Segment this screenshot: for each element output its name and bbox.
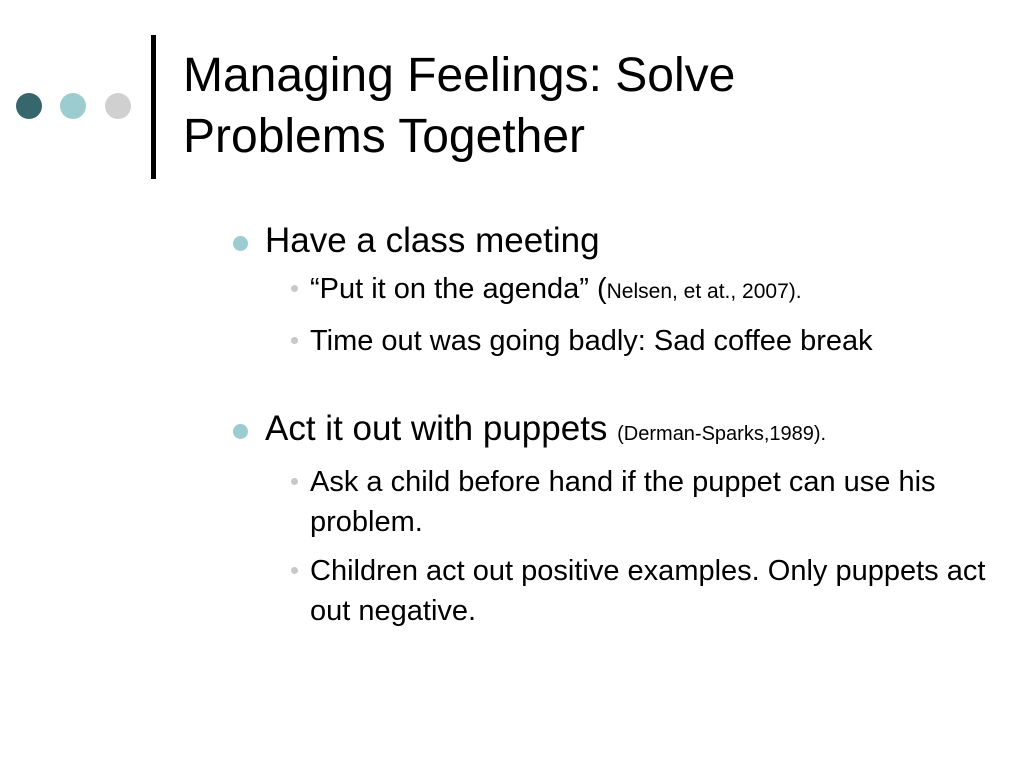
title-line-1: Managing Feelings: Solve xyxy=(183,49,736,102)
sub-bullet-text: Ask a child before hand if the puppet can use his problem. xyxy=(310,466,936,538)
sub-bullet-text: “Put it on the agenda” ( xyxy=(310,273,607,305)
bullet-puppets xyxy=(230,408,1000,631)
sub-bullet-dot-icon xyxy=(291,285,298,292)
sub-bullet-dot-icon xyxy=(291,478,298,485)
light-teal-circle-icon xyxy=(60,93,86,119)
bullet-text: Have a class meeting xyxy=(265,221,600,260)
decorative-dots xyxy=(16,93,136,121)
bullet-dot-icon xyxy=(233,236,248,251)
sub-bullet-list xyxy=(265,269,1000,361)
sub-bullet-ask-child xyxy=(265,462,1000,542)
sub-bullet-act-out xyxy=(265,551,1000,631)
sub-bullet-list xyxy=(265,462,1000,631)
sub-bullet-agenda xyxy=(265,269,1000,312)
sub-bullet-text: Children act out positive examples. Only puppets act out negative. xyxy=(310,555,986,627)
sub-bullet-text: Time out was going badly: Sad coffee break xyxy=(310,325,873,357)
dark-teal-circle-icon xyxy=(16,93,42,119)
sub-bullet-time-out xyxy=(265,321,1000,361)
sub-bullet-dot-icon xyxy=(291,337,298,344)
slide-title xyxy=(183,45,1003,167)
bullet-text: Act it out with puppets xyxy=(265,409,618,448)
sub-bullet-dot-icon xyxy=(291,567,298,574)
gray-circle-icon xyxy=(105,93,131,119)
bullet-dot-icon xyxy=(233,424,248,439)
citation: (Derman-Sparks,1989). xyxy=(617,423,827,445)
title-line-2: Problems Together xyxy=(183,110,585,163)
title-divider xyxy=(151,35,156,179)
bullet-class-meeting xyxy=(230,220,1000,361)
slide-body xyxy=(230,220,1000,640)
citation: Nelsen, et at., 2007). xyxy=(606,280,802,303)
